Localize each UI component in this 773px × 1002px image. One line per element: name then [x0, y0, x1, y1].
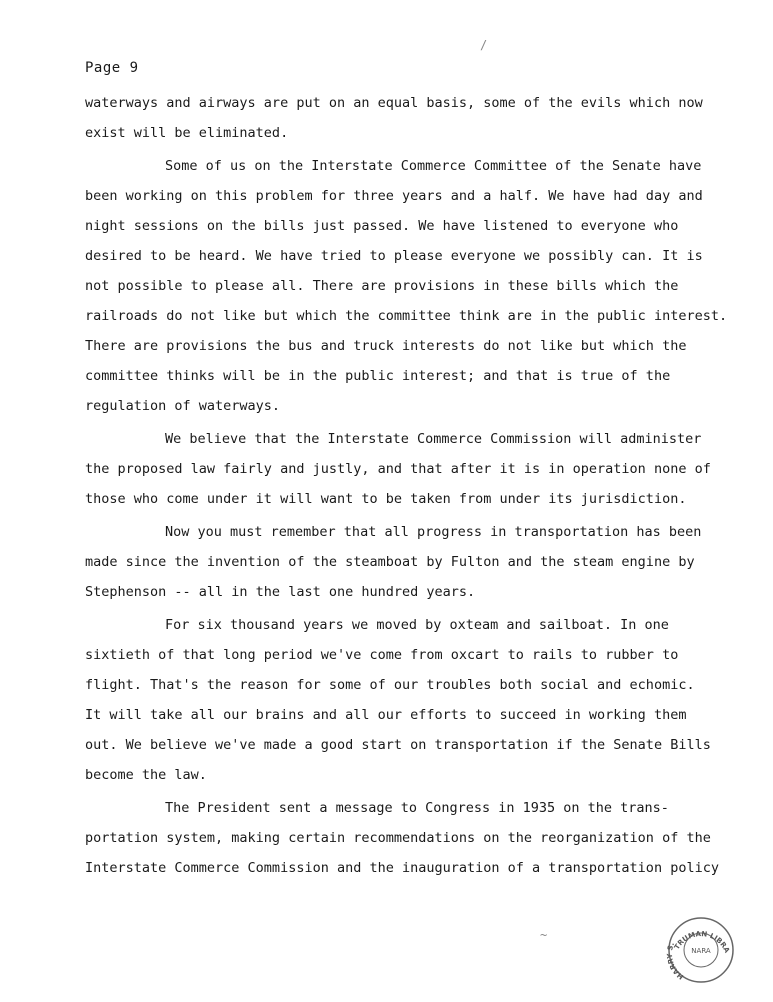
pencil-mark: /: [480, 38, 488, 52]
text-line: Interstate Commerce Commission and the inauguration of a transportation policy: [85, 860, 719, 876]
text-line: The President sent a message to Congress in 1935 on the trans-: [165, 800, 669, 816]
text-line: waterways and airways are put on an equal basis, some of the evils which now: [85, 95, 703, 111]
paragraph: [85, 610, 725, 790]
document-body: [85, 88, 728, 883]
text-line: It will take all our brains and all our efforts to succeed in working them: [85, 707, 687, 723]
text-line: committee thinks will be in the public interest; and that is true of the: [85, 368, 671, 384]
paragraph: [85, 517, 725, 607]
paragraph: [85, 151, 728, 421]
library-stamp: [666, 915, 736, 985]
stamp-seal-icon: [666, 915, 736, 985]
text-line: not possible to please all. There are provisions in these bills which the: [85, 278, 679, 294]
text-line: night sessions on the bills just passed. We have listened to everyone who: [85, 218, 679, 234]
stamp-left-text: HARRY S.: [666, 941, 686, 981]
text-line: flight. That's the reason for some of our troubles both social and echomic.: [85, 677, 695, 693]
text-line: For six thousand years we moved by oxteam and sailboat. In one: [165, 617, 669, 633]
text-line: those who come under it will want to be taken from under its jurisdiction.: [85, 491, 687, 507]
paragraph: [85, 424, 725, 514]
text-line: railroads do not like but which the committee think are in the public interest.: [85, 308, 728, 324]
stamp-center-text: NARA: [691, 947, 711, 955]
text-line: desired to be heard. We have tried to please everyone we possibly can. It is: [85, 248, 703, 264]
stamp-top-text: TRUMAN LIBRA: [672, 930, 732, 955]
text-line: There are provisions the bus and truck interests do not like but which the: [85, 338, 687, 354]
text-line: been working on this problem for three years and a half. We have had day and: [85, 188, 703, 204]
text-line: exist will be eliminated.: [85, 125, 289, 141]
text-line: the proposed law fairly and justly, and that after it is in operation none of: [85, 461, 711, 477]
text-line: regulation of waterways.: [85, 398, 281, 414]
ink-mark: ~: [540, 928, 548, 942]
text-line: We believe that the Interstate Commerce Commission will administer: [165, 431, 702, 447]
text-line: made since the invention of the steamboat by Fulton and the steam engine by: [85, 554, 695, 570]
text-line: portation system, making certain recommendations on the reorganization of the: [85, 830, 711, 846]
paragraph: [85, 88, 725, 148]
text-line: sixtieth of that long period we've come from oxcart to rails to rubber to: [85, 647, 679, 663]
paragraph: [85, 793, 725, 883]
page-number: Page 9: [85, 60, 139, 76]
text-line: become the law.: [85, 767, 207, 783]
text-line: Now you must remember that all progress in transportation has been: [165, 524, 702, 540]
text-line: out. We believe we've made a good start on transportation if the Senate Bills: [85, 737, 711, 753]
text-line: Stephenson -- all in the last one hundred years.: [85, 584, 476, 600]
text-line: Some of us on the Interstate Commerce Committee of the Senate have: [165, 158, 702, 174]
